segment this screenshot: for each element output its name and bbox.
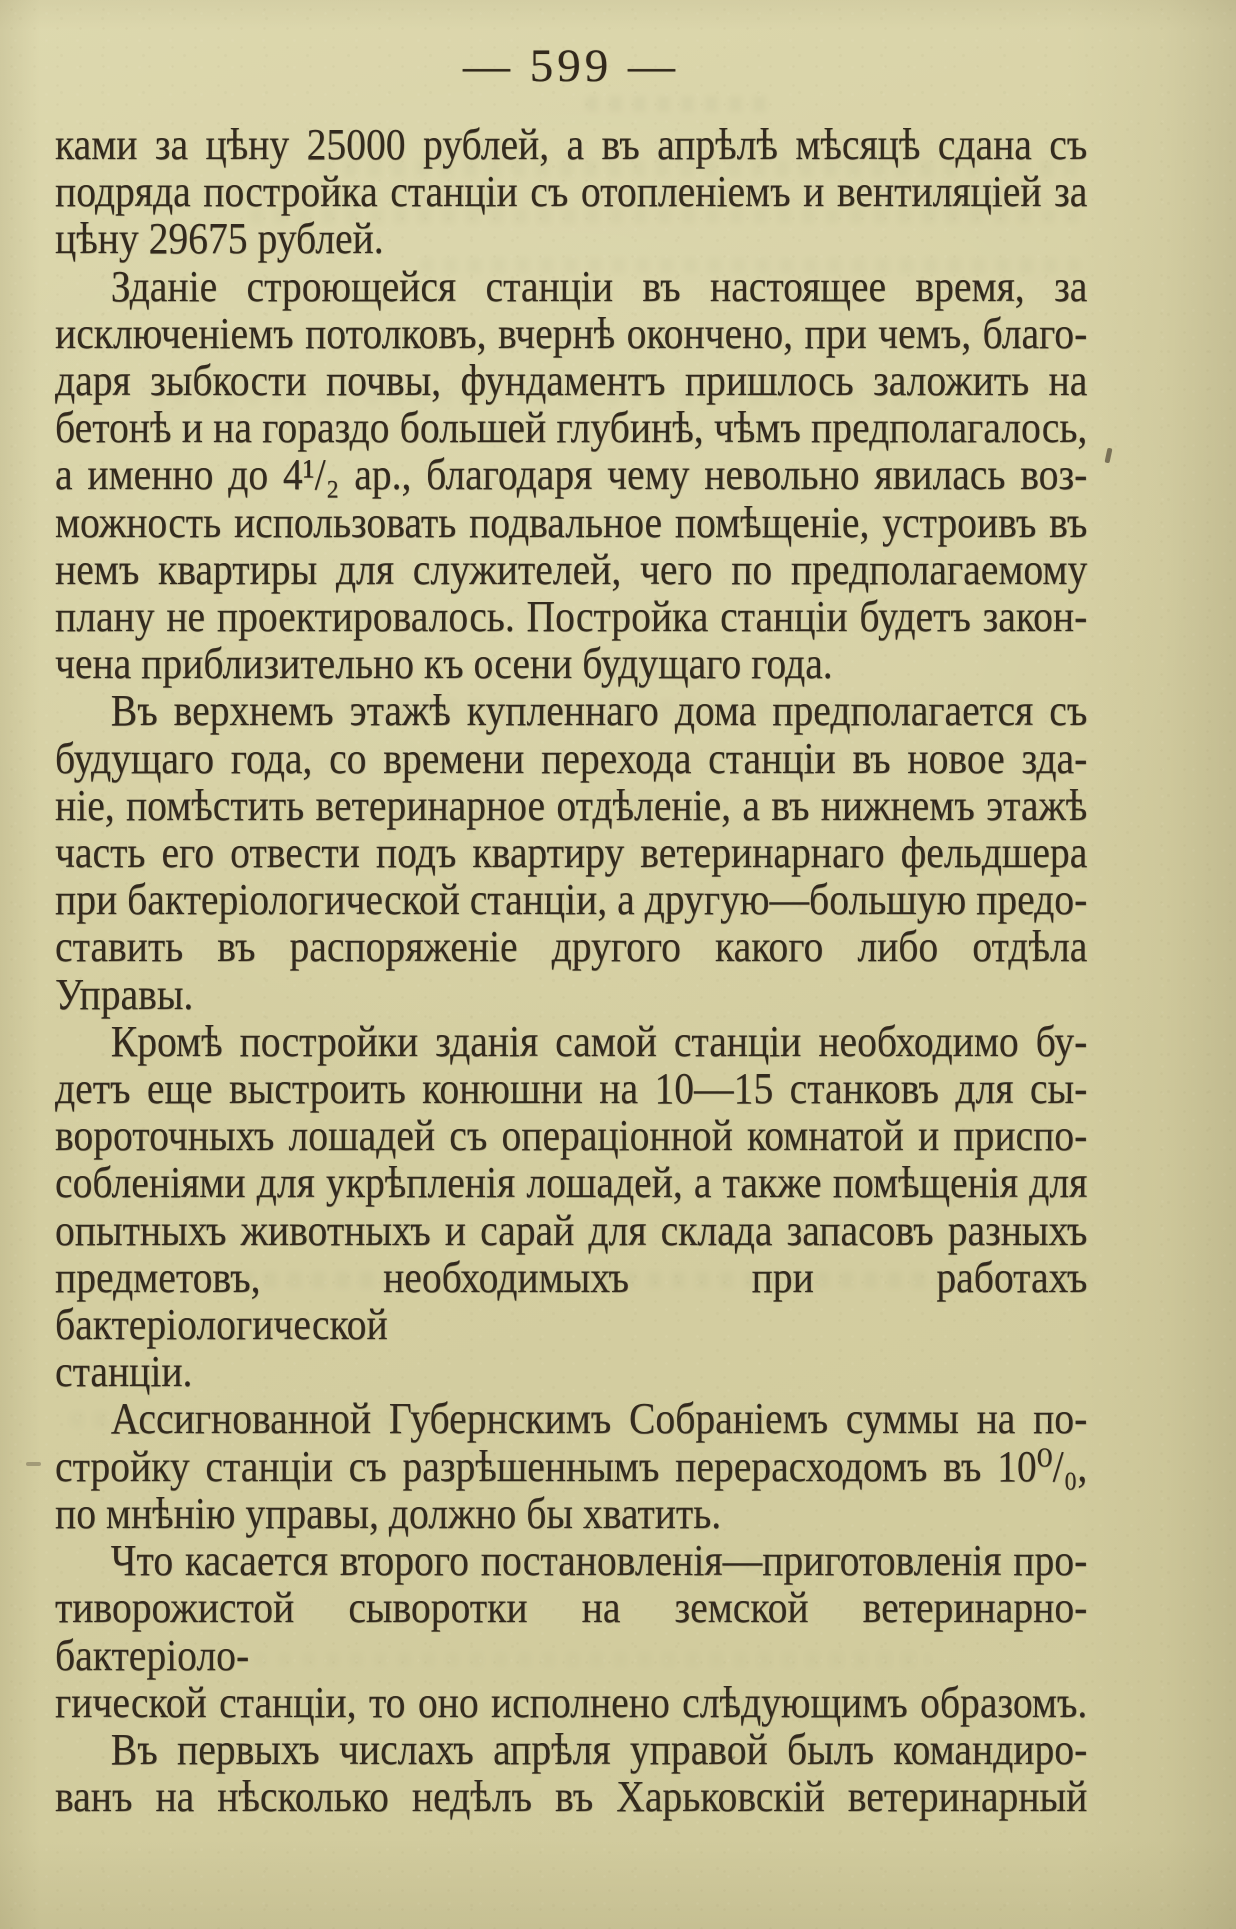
text-line: стройку станціи съ разрѣшеннымъ перерасходомъ въ 10⁰/₀,	[55, 1441, 1088, 1491]
text-line: детъ еще выстроить конюшни на 10—15 станковъ для сы-	[55, 1064, 1088, 1114]
paragraph	[55, 1726, 1087, 1820]
text-line: собленіями для укрѣпленія лошадей, а также помѣщенія для	[55, 1158, 1088, 1208]
text-line: чена приблизительно къ осени будущаго года.	[55, 639, 833, 689]
text-line: тиворожистой сыворотки на земской ветеринарно-бактеріоло-	[55, 1583, 1088, 1680]
text-line: Ассигнованной Губернскимъ Собраніемъ суммы на по-	[110, 1394, 1088, 1444]
text-line: Въ верхнемъ этажѣ купленнаго дома предполагается съ	[110, 686, 1088, 736]
text-line: цѣну 29675 рублей.	[55, 214, 384, 264]
ink-speck	[1104, 448, 1112, 464]
text-line: плану не проектировалось. Постройка станціи будетъ закон-	[55, 592, 1088, 642]
text-line: Кромѣ постройки зданія самой станціи необходимо бу-	[110, 1016, 1088, 1066]
text-line: бетонѣ и на гораздо большей глубинѣ, чѣмъ предполагалось,	[55, 403, 1088, 453]
text-line: по мнѣнію управы, должно бы хватить.	[55, 1488, 722, 1538]
ink-speck	[26, 1462, 41, 1466]
paragraph	[55, 687, 1087, 1017]
text-line: а именно до 4¹/₂ ар., благодаря чему невольно явилась воз-	[55, 450, 1088, 500]
ink-bleedthrough-mark	[585, 96, 775, 112]
text-line: ками за цѣну 25000 рублей, а въ апрѣлѣ мѣсяцѣ сдана съ	[55, 120, 1088, 169]
text-line: можность использовать подвальное помѣщеніе, устроивъ въ	[55, 497, 1088, 547]
text-line: при бактеріологической станціи, а другую—большую предо-	[55, 875, 1088, 925]
text-line: часть его отвести подъ квартиру ветеринарнаго фельдшера	[55, 828, 1088, 878]
text-line: немъ квартиры для служителей, чего по предполагаемому	[55, 544, 1088, 594]
text-line: станціи.	[55, 1347, 193, 1397]
text-line: Зданіе строющейся станціи въ настоящее время, за	[110, 261, 1088, 311]
text-line: опытныхъ животныхъ и сарай для склада запасовъ разныхъ	[55, 1205, 1088, 1255]
paragraph	[55, 1537, 1087, 1726]
page-number: — 599 —	[463, 40, 679, 92]
paragraph	[55, 263, 1087, 688]
text-line: ванъ на нѣсколько недѣлъ въ Харьковскій ветеринарный	[55, 1772, 1088, 1822]
paragraph	[55, 1395, 1087, 1537]
text-line: будущаго года, со времени перехода станціи въ новое зда-	[55, 733, 1088, 783]
text-line: Что касается второго постановленія—приготовленія про-	[110, 1536, 1088, 1586]
text-line: подряда постройка станціи съ отопленіемъ и вентиляціей за	[55, 167, 1088, 217]
text-line: ставить въ распоряженіе другого какого либо отдѣла Управы.	[55, 922, 1088, 1019]
text-line: даря зыбкости почвы, фундаментъ пришлось заложить на	[55, 356, 1088, 406]
text-line: вороточныхъ лошадей съ операціонной комнатой и приспо-	[55, 1111, 1088, 1161]
body-text	[55, 121, 1087, 1820]
text-line: гической станціи, то оно исполнено слѣдующимъ образомъ.	[55, 1677, 1088, 1727]
text-line: Въ первыхъ числахъ апрѣля управой былъ командиро-	[110, 1724, 1088, 1774]
text-line: предметовъ, необходимыхъ при работахъ бактеріологической	[55, 1252, 1088, 1350]
text-line: исключеніемъ потолковъ, вчернѣ окончено, при чемъ, благо-	[55, 308, 1088, 358]
paragraph	[55, 121, 1087, 263]
paragraph	[55, 1018, 1087, 1396]
text-line: ніе, помѣстить ветеринарное отдѣленіе, а въ нижнемъ этажѣ	[55, 780, 1088, 830]
